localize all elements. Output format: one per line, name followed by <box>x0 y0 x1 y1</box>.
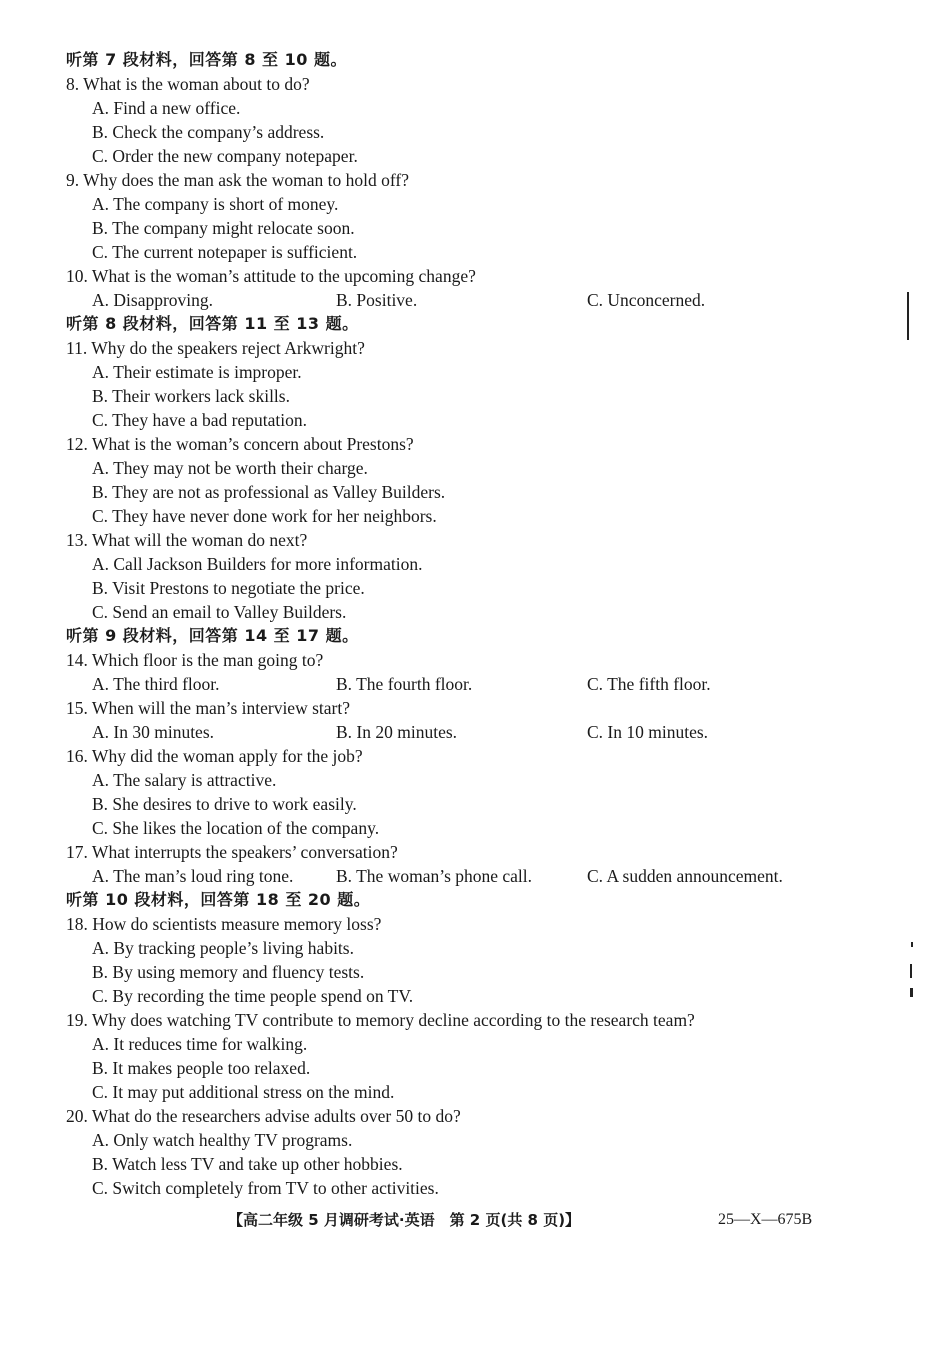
scan-mark <box>910 988 913 997</box>
question-stem: 19. Why does watching TV contribute to memory decline according to the research team? <box>66 1010 695 1030</box>
answer-option: B. She desires to drive to work easily. <box>92 794 357 814</box>
question-stem: 14. Which floor is the man going to? <box>66 650 324 670</box>
answer-option: B. Check the company’s address. <box>92 122 325 142</box>
answer-option: A. Their estimate is improper. <box>92 362 302 382</box>
answer-option: A. The third floor. <box>92 674 220 694</box>
answer-option: B. In 20 minutes. <box>336 722 458 742</box>
question-stem: 17. What interrupts the speakers’ conversation? <box>66 842 398 862</box>
section-header: 听第 9 段材料，回答第 14 至 17 题。 <box>66 626 359 645</box>
question-stem: 8. What is the woman about to do? <box>66 74 310 94</box>
answer-option: C. The current notepaper is sufficient. <box>92 242 358 262</box>
answer-option: C. It may put additional stress on the mind. <box>92 1082 395 1102</box>
answer-option: C. They have a bad reputation. <box>92 410 307 430</box>
answer-option: A. The company is short of money. <box>92 194 339 214</box>
answer-option: B. Their workers lack skills. <box>92 386 290 406</box>
answer-option: B. The fourth floor. <box>336 674 473 694</box>
answer-option: B. The woman’s phone call. <box>336 866 533 886</box>
question-stem: 10. What is the woman’s attitude to the upcoming change? <box>66 266 476 286</box>
answer-option: B. By using memory and fluency tests. <box>92 962 365 982</box>
answer-option: C. They have never done work for her neighbors. <box>92 506 437 526</box>
answer-option: A. Find a new office. <box>92 98 241 118</box>
answer-option: C. The fifth floor. <box>587 674 711 694</box>
question-stem: 9. Why does the man ask the woman to hold off? <box>66 170 409 190</box>
page-footer-title: 【高二年级 5 月调研考试·英语 第 2 页(共 8 页)】 <box>228 1211 581 1229</box>
answer-option: B. Positive. <box>336 290 418 310</box>
answer-option: A. In 30 minutes. <box>92 722 215 742</box>
scan-mark <box>910 964 912 978</box>
question-stem: 16. Why did the woman apply for the job? <box>66 746 363 766</box>
answer-option: A. They may not be worth their charge. <box>92 458 368 478</box>
answer-option: A. Disapproving. <box>92 290 214 310</box>
option-row <box>66 720 886 744</box>
answer-option: A. The salary is attractive. <box>92 770 277 790</box>
answer-option: C. A sudden announcement. <box>587 866 783 886</box>
scan-mark <box>907 292 909 340</box>
section-header: 听第 10 段材料，回答第 18 至 20 题。 <box>66 890 371 909</box>
page-code: 25—X—675B <box>718 1211 813 1228</box>
answer-option: C. Order the new company notepaper. <box>92 146 358 166</box>
question-stem: 18. How do scientists measure memory loss? <box>66 914 382 934</box>
answer-option: A. Call Jackson Builders for more information. <box>92 554 423 574</box>
answer-option: C. She likes the location of the company. <box>92 818 380 838</box>
answer-option: B. They are not as professional as Valley Builders. <box>92 482 446 502</box>
question-stem: 20. What do the researchers advise adults over 50 to do? <box>66 1106 461 1126</box>
section-header: 听第 8 段材料，回答第 11 至 13 题。 <box>66 314 359 333</box>
answer-option: A. By tracking people’s living habits. <box>92 938 354 958</box>
question-stem: 15. When will the man’s interview start? <box>66 698 350 718</box>
answer-option: C. Unconcerned. <box>587 290 706 310</box>
question-stem: 13. What will the woman do next? <box>66 530 308 550</box>
option-row <box>66 864 886 888</box>
answer-option: C. In 10 minutes. <box>587 722 709 742</box>
answer-option: B. It makes people too relaxed. <box>92 1058 311 1078</box>
option-row <box>66 288 886 312</box>
question-stem: 11. Why do the speakers reject Arkwright? <box>66 338 365 358</box>
answer-option: A. It reduces time for walking. <box>92 1034 308 1054</box>
answer-option: C. By recording the time people spend on TV. <box>92 986 414 1006</box>
section-header: 听第 7 段材料，回答第 8 至 10 题。 <box>66 50 347 69</box>
answer-option: B. Watch less TV and take up other hobbies. <box>92 1154 403 1174</box>
answer-option: C. Switch completely from TV to other activities. <box>92 1178 439 1198</box>
question-stem: 12. What is the woman’s concern about Prestons? <box>66 434 414 454</box>
option-row <box>66 672 886 696</box>
answer-option: A. The man’s loud ring tone. <box>92 866 294 886</box>
exam-content <box>66 48 886 1200</box>
scan-mark <box>911 942 913 947</box>
answer-option: B. The company might relocate soon. <box>92 218 355 238</box>
answer-option: B. Visit Prestons to negotiate the price. <box>92 578 365 598</box>
answer-option: C. Send an email to Valley Builders. <box>92 602 347 622</box>
answer-option: A. Only watch healthy TV programs. <box>92 1130 353 1150</box>
